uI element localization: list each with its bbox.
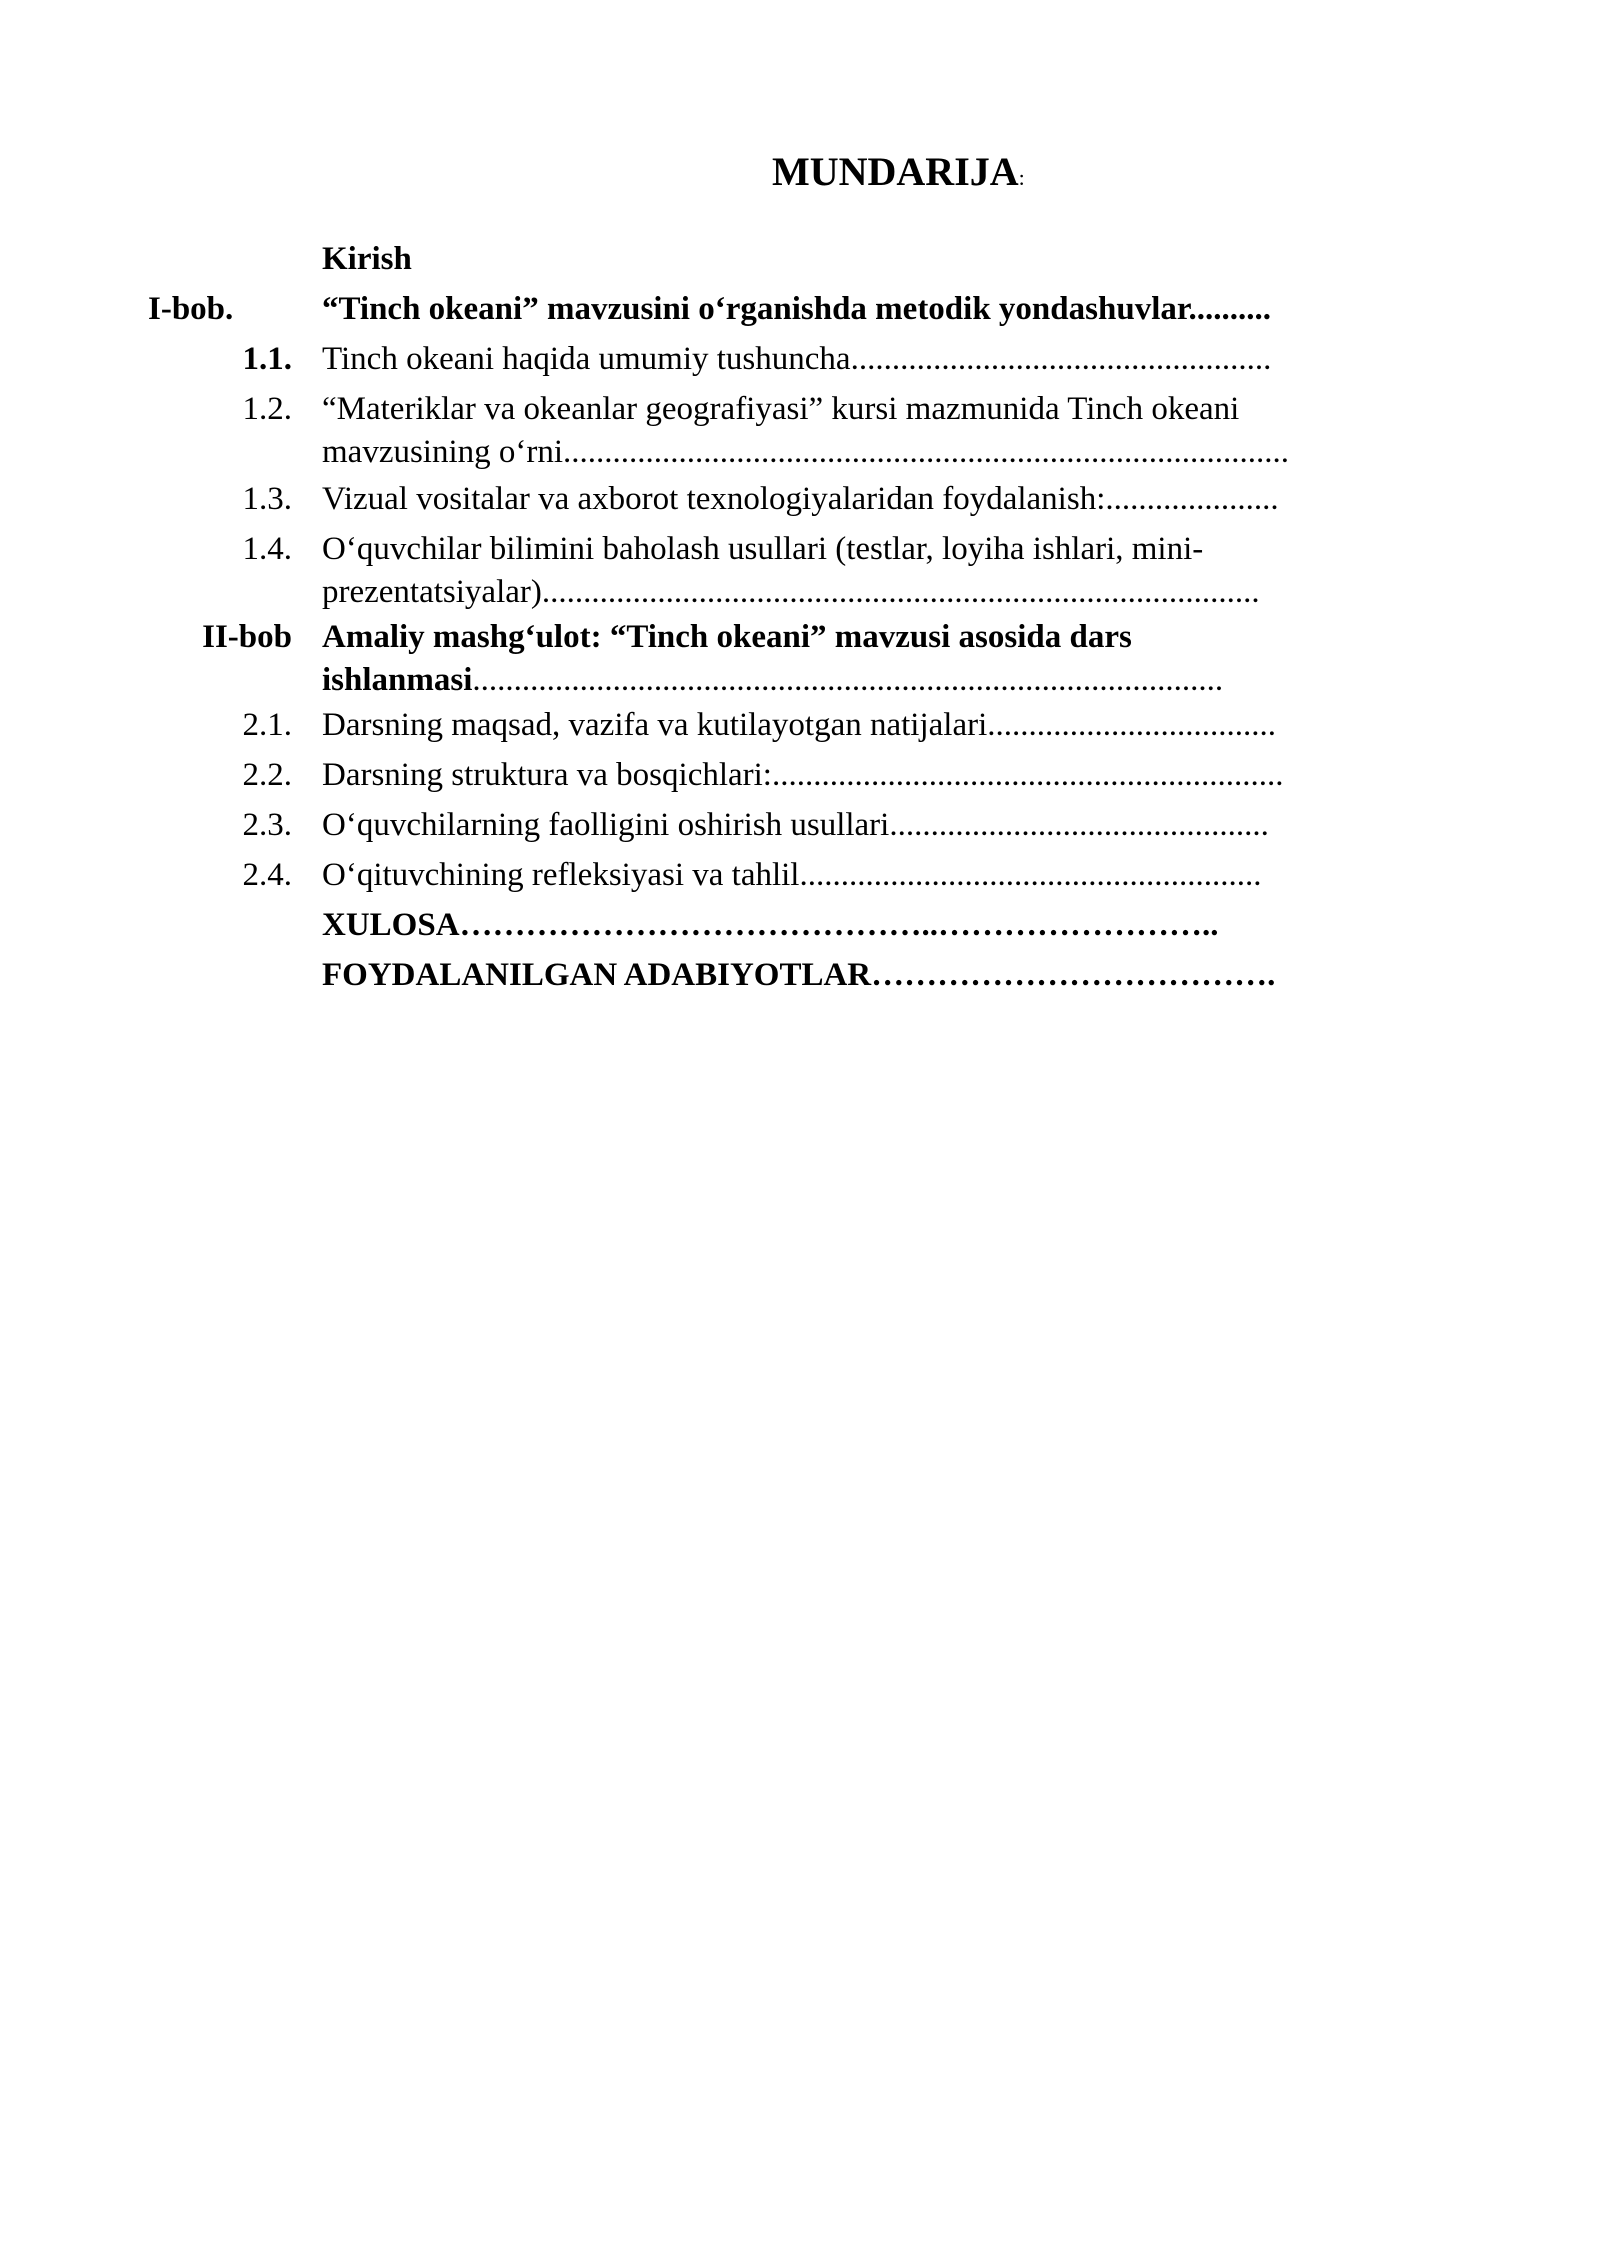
page-title-colon: : [1018,165,1025,190]
toc-entry-number: I-bob. [148,291,234,327]
page-title [772,149,1025,194]
toc-entry-title: Tinch okeani haqida umumiy tushuncha [322,341,851,377]
toc-entry-number: 2.4. [242,857,292,893]
toc-entry-title: O‘quvchilar bilimini baholash usullari (testlar, loyiha ishlari, mini- [322,531,1204,567]
toc-entry-number: 1.3. [242,481,292,517]
toc-entry-number: 2.1. [242,707,292,743]
toc-leader-dots: ………………………………. [871,957,1276,993]
toc-entry-title-cont: mavzusining o‘rni [322,434,564,470]
toc-entry-title: XULOSA [322,907,460,943]
toc-entry-number: 2.3. [242,807,292,843]
toc-entry-title: Kirish [322,241,412,277]
toc-entry-title: Darsning struktura va bosqichlari: [322,757,772,793]
toc-leader-dots: .............................................................. [771,757,1284,793]
page-title-text: MUNDARIJA [772,149,1019,194]
toc-entry-title: “Tinch okeani” mavzusini o‘rganishda metodik yondashuvlar [322,291,1189,327]
toc-leader-dots: ........................................................................................... [472,662,1224,698]
toc-leader-dots: ................................................... [850,341,1272,377]
toc-leader-dots: ....................................................................................... [541,574,1260,610]
toc-entry-number: 2.2. [242,757,292,793]
toc-leader-dots: ........................................................................................ [563,434,1290,470]
toc-leader-dots: .......... [1188,291,1271,327]
toc-leader-dots: ..................... [1105,481,1279,517]
toc-entry-number: II-bob [202,619,292,655]
toc-entry-number: 1.4. [242,531,292,567]
toc-entry-title: Vizual vositalar va axborot texnologiyalaridan foydalanish: [322,481,1106,517]
toc-entry-title-cont: prezentatsiyalar) [322,574,542,610]
toc-entry-title: FOYDALANILGAN ADABIYOTLAR [322,957,872,993]
toc-leader-dots: ................................... [987,707,1277,743]
toc-entry-title: Darsning maqsad, vazifa va kutilayotgan natijalari [322,707,988,743]
toc-entry-title: “Materiklar va okeanlar geografiyasi” kursi mazmunida Tinch okeani [322,391,1240,427]
toc-entry-number: 1.2. [242,391,292,427]
toc-entry-title-cont: ishlanmasi [322,662,473,698]
toc-entry-number: 1.1. [242,341,292,377]
toc-entry-title: O‘quvchilarning faolligini oshirish usullari [322,807,890,843]
toc-leader-dots: .............................................. [889,807,1269,843]
toc-leader-dots: ……………………………………..…………………….. [459,907,1219,943]
toc-entry-title: Amaliy mashg‘ulot: “Tinch okeani” mavzusi asosida dars [322,619,1132,655]
toc-leader-dots: ........................................................ [799,857,1262,893]
toc-entry-title: O‘qituvchining refleksiyasi va tahlil [322,857,800,893]
